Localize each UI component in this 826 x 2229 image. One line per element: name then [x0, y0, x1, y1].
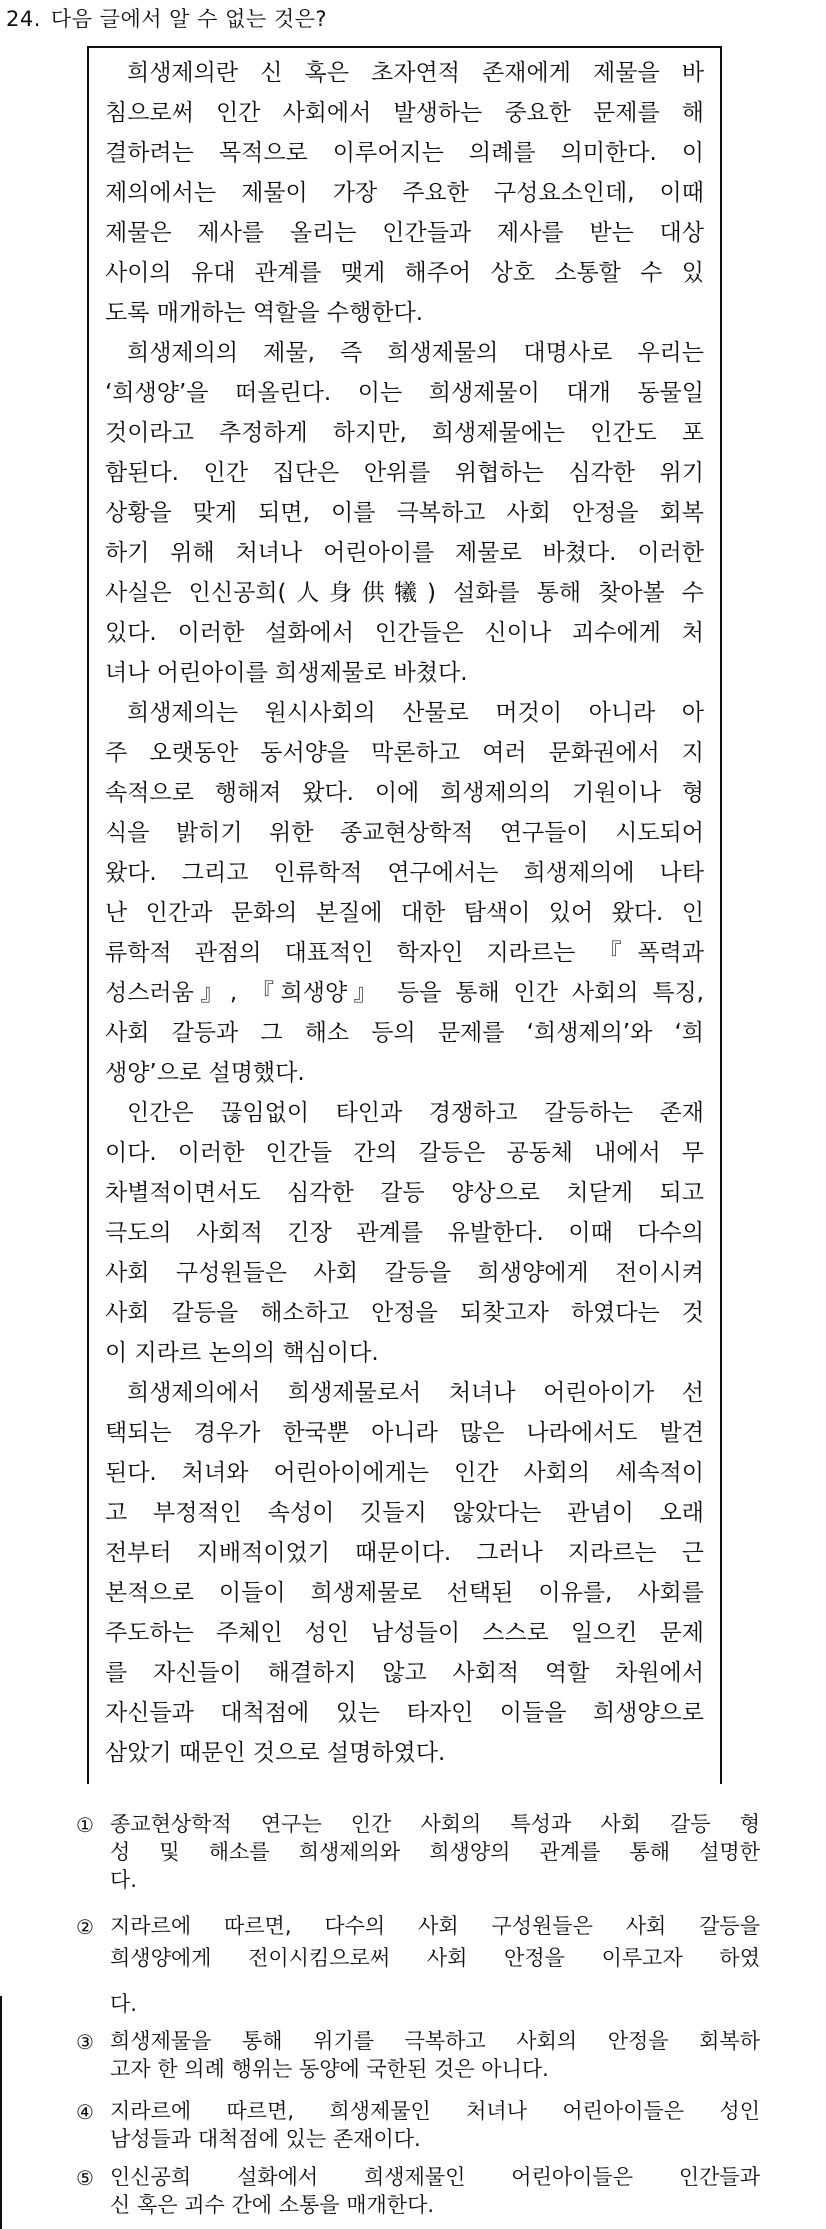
passage-line: 녀나 어린아이를 희생제물로 바쳤다. — [105, 660, 468, 686]
passage-line: 택되는 경우가 한국뿐 아니라 많은 나라에서도 발견 — [105, 1420, 704, 1446]
passage-line: ‘희생양’을 떠올린다. 이는 희생제물이 대개 동물일 — [105, 380, 704, 406]
passage-line: 식을 밝히기 위한 종교현상학적 연구들이 시도되어 — [105, 820, 704, 846]
passage-line: 함된다. 인간 집단은 안위를 위협하는 심각한 위기 — [105, 460, 704, 486]
choice-text: 인신공희 설화에서 희생제물인 어린아이들은 인간들과 — [110, 2165, 760, 2189]
passage-line: 하기 위해 처녀나 어린아이를 제물로 바쳤다. 이러한 — [105, 540, 704, 566]
choice-number: ① — [76, 1813, 94, 1837]
choice-text: 지라르에 따르면, 희생제물인 처녀나 어린아이들은 성인 — [110, 2099, 760, 2123]
page-edge-line — [0, 1996, 2, 2229]
passage-line: 희생제의란 신 혹은 초자연적 존재에게 제물을 바 — [127, 60, 704, 86]
passage-line: 난 인간과 문화의 본질에 대한 탐색이 있어 왔다. 인 — [105, 900, 704, 926]
passage-line: 인간은 끊임없이 타인과 경쟁하고 갈등하는 존재 — [127, 1100, 704, 1126]
question-number: 24. — [6, 7, 41, 31]
passage-line: 사실은 인신공희(人身供犧) 설화를 통해 찾아볼 수 — [105, 580, 704, 606]
passage-line: 사회 갈등을 해소하고 안정을 되찾고자 하였다는 것 — [105, 1300, 704, 1326]
passage-line: 사회 구성원들은 사회 갈등을 희생양에게 전이시켜 — [105, 1260, 704, 1286]
choice-text: 희생양에게 전이시킴으로써 사회 안정을 이루고자 하였 — [110, 1946, 760, 1970]
choice-text: 남성들과 대척점에 있는 존재이다. — [110, 2127, 421, 2151]
passage-line: 주도하는 주체인 성인 남성들이 스스로 일으킨 문제 — [105, 1620, 704, 1646]
passage-line: 제물은 제사를 올리는 인간들과 제사를 받는 대상 — [105, 220, 704, 246]
choice-text: 지라르에 따르면, 다수의 사회 구성원들은 사회 갈등을 — [110, 1914, 760, 1938]
passage-line: 희생제의에서 희생제물로서 처녀나 어린아이가 선 — [127, 1380, 704, 1406]
choice-text: 종교현상학적 연구는 인간 사회의 특성과 사회 갈등 형 — [110, 1812, 760, 1836]
choice-text: 고자 한 의례 행위는 동양에 국한된 것은 아니다. — [110, 2057, 549, 2081]
passage-line: 이다. 이러한 인간들 간의 갈등은 공동체 내에서 무 — [105, 1140, 704, 1166]
passage-line: 삼았기 때문인 것으로 설명하였다. — [105, 1740, 446, 1766]
passage-line: 속적으로 행해져 왔다. 이에 희생제의의 기원이나 형 — [105, 780, 704, 806]
question-prompt: 다음 글에서 알 수 없는 것은? — [50, 7, 328, 31]
choice-number: ② — [76, 1915, 94, 1939]
passage-line: 침으로써 인간 사회에서 발생하는 중요한 문제를 해 — [105, 100, 704, 126]
passage-line: 사이의 유대 관계를 맺게 해주어 상호 소통할 수 있 — [105, 260, 704, 286]
passage-line: 상황을 맞게 되면, 이를 극복하고 사회 안정을 회복 — [105, 500, 704, 526]
choice-text: 신 혹은 괴수 간에 소통을 매개한다. — [110, 2193, 435, 2217]
passage-line: 사회 갈등과 그 해소 등의 문제를 ‘희생제의’와 ‘희 — [105, 1020, 704, 1046]
passage-line: 제의에서는 제물이 가장 주요한 구성요소인데, 이때 — [105, 180, 704, 206]
passage-line: 결하려는 목적으로 이루어지는 의례를 의미한다. 이 — [105, 140, 704, 166]
passage-line: 고 부정적인 속성이 깃들지 않았다는 관념이 오래 — [105, 1500, 704, 1526]
choice-text: 다. — [110, 1992, 137, 2016]
passage-line: 생양’으로 설명했다. — [105, 1060, 305, 1086]
passage-line: 류학적 관점의 대표적인 학자인 지라르는 『폭력과 — [105, 940, 704, 966]
passage-line: 를 자신들이 해결하지 않고 사회적 역할 차원에서 — [105, 1660, 704, 1686]
passage-line: 주 오랫동안 동서양을 막론하고 여러 문화권에서 지 — [105, 740, 704, 766]
passage-line: 본적으로 이들이 희생제물로 선택된 이유를, 사회를 — [105, 1580, 704, 1606]
passage-line: 이 지라르 논의의 핵심이다. — [105, 1340, 379, 1366]
choice-text: 성 및 해소를 희생제의와 희생양의 관계를 통해 설명한 — [110, 1840, 760, 1864]
choice-text: 다. — [110, 1868, 137, 1892]
passage-line: 희생제의는 원시사회의 산물로 머것이 아니라 아 — [127, 700, 704, 726]
passage-line: 왔다. 그리고 인류학적 연구에서는 희생제의에 나타 — [105, 860, 704, 886]
passage-line: 된다. 처녀와 어린아이에게는 인간 사회의 세속적이 — [105, 1460, 704, 1486]
passage-line: 극도의 사회적 긴장 관계를 유발한다. 이때 다수의 — [105, 1220, 704, 1246]
choice-number: ④ — [76, 2100, 94, 2124]
passage-line: 도록 매개하는 역할을 수행한다. — [105, 300, 424, 326]
choice-number: ⑤ — [76, 2166, 94, 2190]
passage-line: 있다. 이러한 설화에서 인간들은 신이나 괴수에게 처 — [105, 620, 704, 646]
choice-number: ③ — [76, 2030, 94, 2054]
passage-line: 희생제의의 제물, 즉 희생제물의 대명사로 우리는 — [127, 340, 704, 366]
passage-line: 성스러움』, 『희생양』 등을 통해 인간 사회의 특징, — [105, 980, 704, 1006]
passage-line: 자신들과 대척점에 있는 타자인 이들을 희생양으로 — [105, 1700, 704, 1726]
passage-line: 것이라고 추정하게 하지만, 희생제물에는 인간도 포 — [105, 420, 704, 446]
question-header — [6, 4, 327, 34]
passage-line: 차별적이면서도 심각한 갈등 양상으로 치닫게 되고 — [105, 1180, 704, 1206]
passage-line: 전부터 지배적이었기 때문이다. 그러나 지라르는 근 — [105, 1540, 704, 1566]
passage-box — [87, 46, 722, 1784]
choice-text: 희생제물을 통해 위기를 극복하고 사회의 안정을 회복하 — [110, 2029, 760, 2053]
